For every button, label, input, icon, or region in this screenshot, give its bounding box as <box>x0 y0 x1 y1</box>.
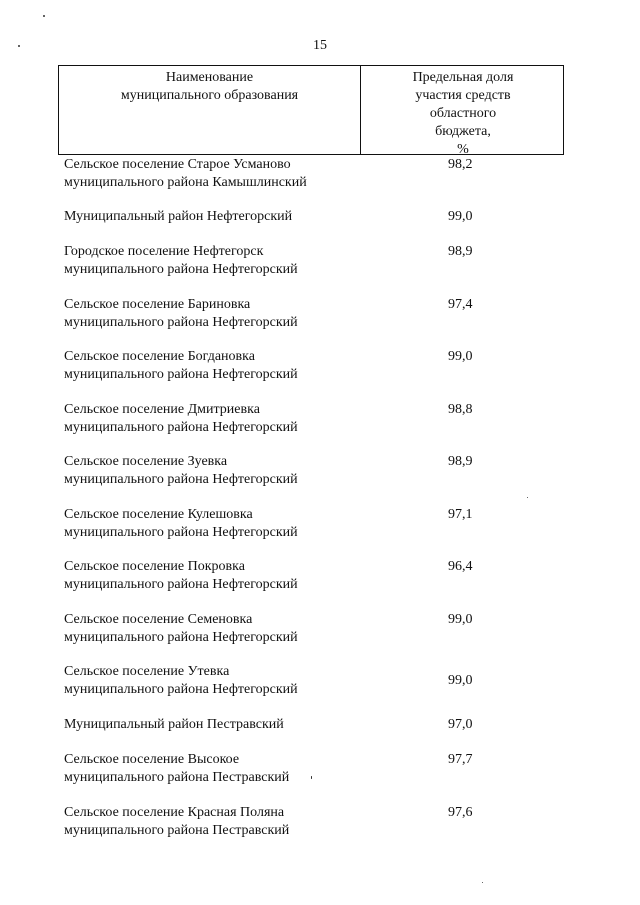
page-number: 15 <box>313 38 327 53</box>
municipality-name: Сельское поселение Богдановка муниципального района Нефтегорский <box>64 349 298 382</box>
budget-share-value: 97,0 <box>448 717 473 732</box>
budget-share-value: 97,4 <box>448 297 473 312</box>
scan-speck <box>527 497 528 498</box>
municipality-name: Муниципальный район Пестравский <box>64 717 284 732</box>
budget-share-value: 98,9 <box>448 244 473 259</box>
municipality-name: Сельское поселение Старое Усманово муниципального района Камышлинский <box>64 157 307 190</box>
municipality-name: Сельское поселение Красная Поляна муниципального района Пестравский <box>64 805 290 838</box>
budget-share-value: 99,0 <box>448 673 473 688</box>
municipality-name: Сельское поселение Семеновка муниципального района Нефтегорский <box>64 612 298 645</box>
municipality-name: Сельское поселение Покровка муниципального района Нефтегорский <box>64 559 298 592</box>
municipality-name: Сельское поселение Высокое муниципального района Пестравский <box>64 752 290 785</box>
municipality-name: Сельское поселение Дмитриевка муниципального района Нефтегорский <box>64 402 298 435</box>
table-header <box>58 65 564 155</box>
budget-share-value: 97,1 <box>448 507 473 522</box>
municipality-name: Сельское поселение Зуевка муниципального района Нефтегорский <box>64 454 298 487</box>
scan-speck <box>43 15 45 17</box>
municipality-name: Сельское поселение Кулешовка муниципального района Нефтегорский <box>64 507 298 540</box>
header-municipality-name: Наименование муниципального образования <box>120 70 299 103</box>
budget-share-value: 98,8 <box>448 402 473 417</box>
municipality-name: Сельское поселение Бариновка муниципального района Нефтегорский <box>64 297 298 330</box>
budget-share-value: 99,0 <box>448 612 473 627</box>
budget-share-value: 97,7 <box>448 752 473 767</box>
budget-share-value: 96,4 <box>448 559 473 574</box>
budget-share-value: 99,0 <box>448 209 473 224</box>
budget-share-value: 97,6 <box>448 805 473 820</box>
budget-share-value: 98,2 <box>448 157 473 172</box>
municipality-name: Городское поселение Нефтегорск муниципального района Нефтегорский <box>64 244 298 277</box>
scan-speck <box>482 882 483 883</box>
header-budget-share: Предельная доля участия средств областного бюджета, % <box>412 70 514 157</box>
municipality-name: Муниципальный район Нефтегорский <box>64 209 293 224</box>
budget-share-value: 98,9 <box>448 454 473 469</box>
budget-share-value: 99,0 <box>448 349 473 364</box>
municipality-name: Сельское поселение Утевка муниципального района Нефтегорский <box>64 664 298 697</box>
